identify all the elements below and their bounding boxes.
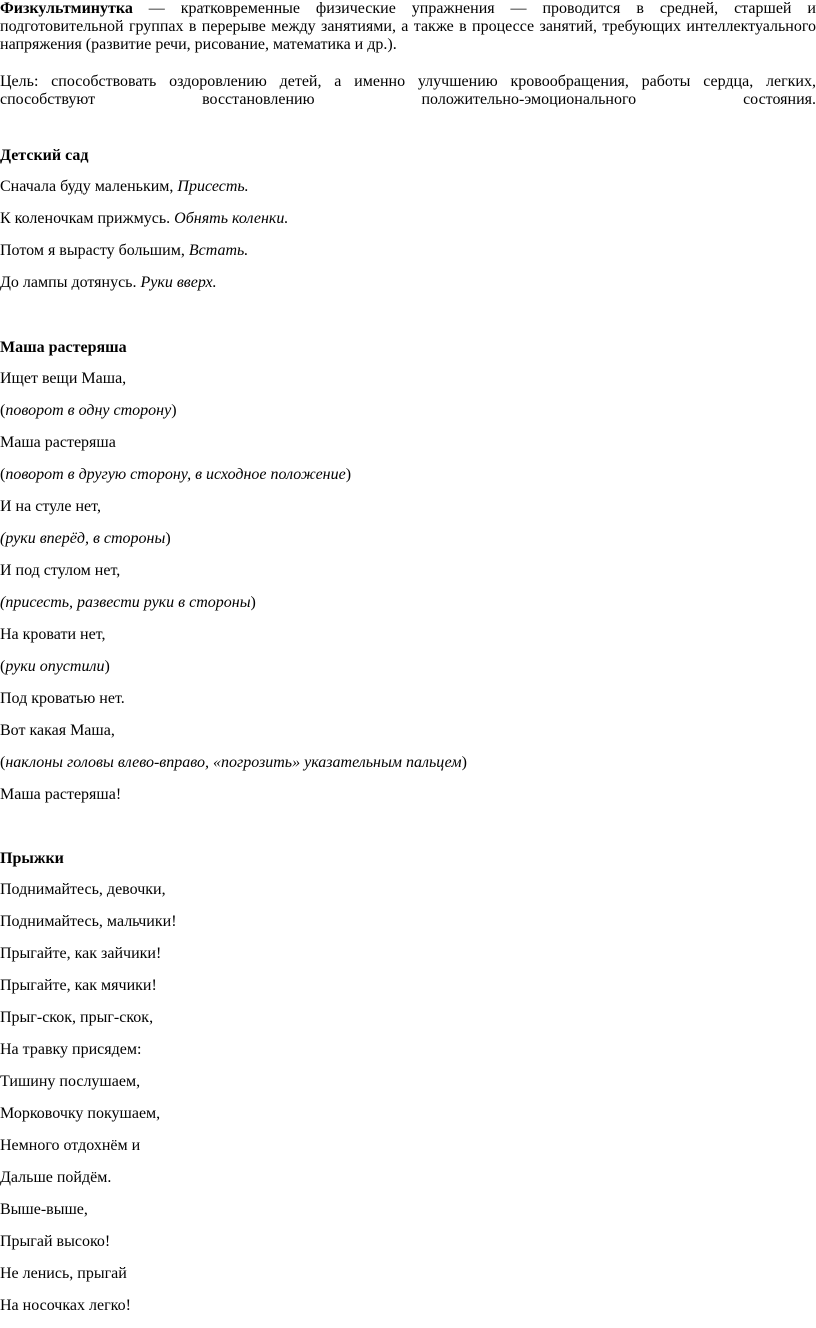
verse-line: Поднимайтесь, мальчики! [0, 913, 177, 930]
verse-line: На носочках легко! [0, 1297, 131, 1314]
action-line: (поворот в другую сторону, в исходное положение) [0, 466, 352, 483]
verse-line: Прыг-скок, прыг-скок, [0, 1009, 154, 1026]
action-hint: Обнять коленки. [174, 210, 289, 227]
verse-line: Выше-выше, [0, 1201, 88, 1218]
term-definition: — кратковременные физические упражнения — проводится в средней, старшей и подготовительной группах в перерыве между занятиями, а также в процессе занятий, требующих интеллектуального напряжения (развитие речи, рисование, математика и др.). [0, 0, 816, 53]
verse-line: До лампы дотянусь. Руки вверх. [0, 274, 217, 291]
verse-line: К коленочкам прижмусь. Обнять коленки. [0, 210, 289, 227]
verse-line: Прыгайте, как мячики! [0, 977, 157, 994]
verse-line: Маша растеряша [0, 434, 116, 451]
verse-line: Маша растеряша! [0, 786, 122, 803]
definition-paragraph [0, 0, 816, 54]
verse-line: Потом я вырасту большим, Встать. [0, 242, 249, 259]
verse-line: Дальше пойдём. [0, 1169, 112, 1186]
goal-line-1: Цель: способствовать оздоровлению детей, а именно улучшению кровообращения, работы сердца, легких, [0, 73, 816, 90]
verse-line: Морковочку покушаем, [0, 1105, 161, 1122]
section-title-kindergarten: Детский сад [0, 147, 89, 164]
action-line: (поворот в одну сторону) [0, 402, 177, 419]
action-hint: Присесть. [177, 178, 249, 195]
verse-line: Тишину послушаем, [0, 1073, 141, 1090]
verse-line: Прыгайте, как зайчики! [0, 945, 162, 962]
action-line: (наклоны головы влево-вправо, «погрозить» указательным пальцем) [0, 754, 467, 771]
section-title-masha: Маша растеряша [0, 339, 127, 356]
action-line: (присесть, развести руки в стороны) [0, 594, 256, 611]
verse-line: Прыгай высоко! [0, 1233, 111, 1250]
section-title-jumps: Прыжки [0, 850, 64, 867]
verse-line: Вот какая Маша, [0, 722, 115, 739]
verse-line: Не ленись, прыгай [0, 1265, 127, 1282]
verse-line: Под кроватью нет. [0, 690, 125, 707]
verse-line: И под стулом нет, [0, 562, 121, 579]
term-heading: Физкультминутка [0, 0, 133, 17]
action-line: (руки вперёд, в стороны) [0, 530, 171, 547]
action-hint: Руки вверх. [140, 274, 217, 291]
verse-line: Поднимайтесь, девочки, [0, 881, 166, 898]
verse-line: Ищет вещи Маша, [0, 370, 127, 387]
goal-line-2: способствуют восстановлению положительно-эмоционального состояния. [0, 91, 816, 108]
verse-line: На травку присядем: [0, 1041, 142, 1058]
verse-line: Немного отдохнём и [0, 1137, 141, 1154]
action-line: (руки опустили) [0, 658, 110, 675]
action-hint: Встать. [188, 242, 249, 259]
verse-line: На кровати нет, [0, 626, 106, 643]
goal-paragraph [0, 73, 816, 109]
verse-line: Сначала буду маленьким, Присесть. [0, 178, 249, 195]
verse-line: И на стуле нет, [0, 498, 101, 515]
